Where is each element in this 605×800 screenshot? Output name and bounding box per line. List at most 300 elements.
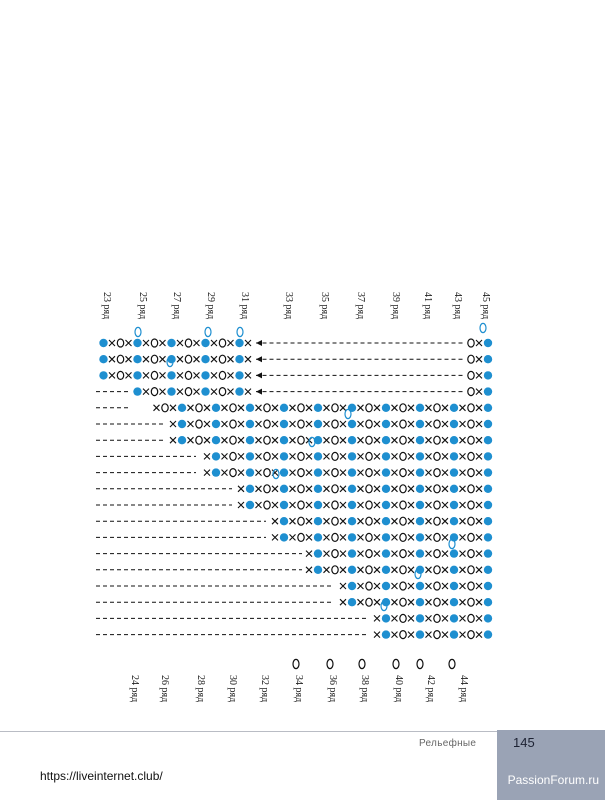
cross-stitch-icon [408,615,414,621]
cross-stitch-icon [374,534,380,540]
cross-stitch-icon [374,470,380,476]
loop-stitch-icon [298,533,304,541]
cross-stitch-icon [170,421,176,427]
cross-stitch-icon [272,502,278,508]
cross-stitch-icon [177,389,183,395]
filled-stitch-icon [382,501,390,509]
cross-stitch-icon [374,453,380,459]
loop-stitch-icon [219,371,225,379]
cross-stitch-icon [160,356,166,362]
cross-stitch-icon [290,437,296,443]
loop-stitch-icon [366,420,372,428]
cross-stitch-icon [245,389,251,395]
row-label-top: 23 ряд [101,292,112,320]
loop-stitch-icon [400,404,406,412]
cross-stitch-icon [460,599,466,605]
cross-stitch-icon [204,405,210,411]
filled-stitch-icon [416,420,424,428]
loop-stitch-icon [366,469,372,477]
cross-stitch-icon [340,567,346,573]
filled-stitch-icon [212,436,220,444]
cross-stitch-icon [211,372,217,378]
row-label-bottom: 32 ряд [259,675,270,703]
filled-stitch-icon [348,501,356,509]
cross-stitch-icon [188,421,194,427]
filled-stitch-icon [416,501,424,509]
cross-stitch-icon [188,437,194,443]
cross-stitch-icon [426,470,432,476]
arrow-head-icon [256,356,262,362]
cross-stitch-icon [374,567,380,573]
filled-stitch-icon [235,339,243,347]
filled-stitch-icon [382,549,390,557]
cross-stitch-icon [222,470,228,476]
filled-stitch-icon [348,485,356,493]
filled-stitch-icon [235,371,243,379]
cross-stitch-icon [290,421,296,427]
loop-stitch-icon [185,339,191,347]
filled-stitch-icon [280,501,288,509]
cross-stitch-icon [228,340,234,346]
loop-stitch-icon [468,339,474,347]
cross-stitch-icon [306,486,312,492]
cross-stitch-icon [238,437,244,443]
cross-stitch-icon [442,486,448,492]
filled-stitch-icon [484,485,492,493]
loop-stitch-icon [264,485,270,493]
cross-stitch-icon [204,437,210,443]
loop-stitch-icon [468,388,474,396]
filled-stitch-icon [484,468,492,476]
loop-stitch-icon [434,566,440,574]
loop-stitch-icon [434,452,440,460]
loop-stitch-icon [332,404,338,412]
cross-stitch-icon [476,632,482,638]
loop-stitch-icon [264,469,270,477]
cross-stitch-icon [408,599,414,605]
filled-stitch-icon [314,485,322,493]
cross-stitch-icon [476,502,482,508]
loop-stitch-icon [434,436,440,444]
cross-stitch-icon [426,437,432,443]
filled-stitch-icon [348,566,356,574]
filled-stitch-icon [484,355,492,363]
loop-stitch-icon [332,485,338,493]
cross-stitch-icon [290,518,296,524]
cross-stitch-icon [143,340,149,346]
cross-stitch-icon [358,470,364,476]
loop-stitch-icon [400,631,406,639]
cross-stitch-icon [358,502,364,508]
cross-stitch-icon [358,405,364,411]
loop-stitch-icon [468,566,474,574]
loop-stitch-icon [219,355,225,363]
cross-stitch-icon [426,405,432,411]
cross-stitch-icon [408,534,414,540]
cross-stitch-icon [340,551,346,557]
loop-stitch-icon [400,501,406,509]
row-label-bottom: 28 ряд [195,675,206,703]
loop-stitch-icon [196,420,202,428]
cross-stitch-icon [340,583,346,589]
loop-stitch-icon [366,436,372,444]
cross-stitch-icon [442,599,448,605]
filled-stitch-icon [212,404,220,412]
source-url[interactable]: https://liveinternet.club/ [40,769,163,783]
loop-stitch-icon [264,404,270,412]
cross-stitch-icon [460,518,466,524]
loop-stitch-icon [434,614,440,622]
cross-stitch-icon [256,405,262,411]
chain-oval-icon [480,323,486,332]
cross-stitch-icon [408,453,414,459]
row-label-bottom: 26 ряд [159,675,170,703]
cross-stitch-icon [238,486,244,492]
cross-stitch-icon [392,502,398,508]
loop-stitch-icon [468,355,474,363]
loop-stitch-icon [298,469,304,477]
filled-stitch-icon [99,355,107,363]
cross-stitch-icon [306,405,312,411]
filled-stitch-icon [348,598,356,606]
cross-stitch-icon [374,583,380,589]
cross-stitch-icon [476,340,482,346]
loop-stitch-icon [264,452,270,460]
filled-stitch-icon [484,582,492,590]
cross-stitch-icon [143,389,149,395]
cross-stitch-icon [392,470,398,476]
loop-stitch-icon [366,517,372,525]
loop-stitch-icon [185,355,191,363]
loop-stitch-icon [230,404,236,412]
loop-stitch-icon [434,598,440,606]
cross-stitch-icon [374,632,380,638]
loop-stitch-icon [434,501,440,509]
cross-stitch-icon [272,518,278,524]
cross-stitch-icon [324,518,330,524]
cross-stitch-icon [442,437,448,443]
chain-oval-icon [309,437,315,446]
cross-stitch-icon [392,551,398,557]
filled-stitch-icon [382,436,390,444]
loop-stitch-icon [298,404,304,412]
chain-oval-icon [417,659,423,668]
cross-stitch-icon [392,583,398,589]
section-title: Рельефные [419,738,477,749]
cross-stitch-icon [126,356,132,362]
filled-stitch-icon [348,549,356,557]
filled-stitch-icon [235,387,243,395]
loop-stitch-icon [400,420,406,428]
filled-stitch-icon [314,404,322,412]
cross-stitch-icon [204,453,210,459]
loop-stitch-icon [434,517,440,525]
cross-stitch-icon [177,372,183,378]
filled-stitch-icon [167,355,175,363]
cross-stitch-icon [460,437,466,443]
loop-stitch-icon [298,452,304,460]
filled-stitch-icon [348,452,356,460]
filled-stitch-icon [314,452,322,460]
loop-stitch-icon [366,485,372,493]
cross-stitch-icon [442,583,448,589]
arrow-head-icon [256,372,262,378]
loop-stitch-icon [468,598,474,606]
filled-stitch-icon [416,630,424,638]
cross-stitch-icon [392,615,398,621]
cross-stitch-icon [222,453,228,459]
cross-stitch-icon [408,470,414,476]
row-label-top: 29 ряд [205,292,216,320]
cross-stitch-icon [238,502,244,508]
row-label-top: 25 ряд [137,292,148,320]
loop-stitch-icon [468,550,474,558]
cross-stitch-icon [392,518,398,524]
cross-stitch-icon [476,453,482,459]
cross-stitch-icon [160,389,166,395]
cross-stitch-icon [392,405,398,411]
filled-stitch-icon [416,533,424,541]
cross-stitch-icon [194,389,200,395]
filled-stitch-icon [450,485,458,493]
filled-stitch-icon [246,501,254,509]
loop-stitch-icon [400,566,406,574]
cross-stitch-icon [204,470,210,476]
chain-oval-icon [293,659,299,668]
cross-stitch-icon [340,437,346,443]
filled-stitch-icon [348,517,356,525]
loop-stitch-icon [400,485,406,493]
filled-stitch-icon [416,485,424,493]
cross-stitch-icon [109,340,115,346]
filled-stitch-icon [484,436,492,444]
cross-stitch-icon [358,583,364,589]
cross-stitch-icon [476,421,482,427]
loop-stitch-icon [230,420,236,428]
cross-stitch-icon [426,518,432,524]
cross-stitch-icon [245,372,251,378]
cross-stitch-icon [358,453,364,459]
loop-stitch-icon [117,371,123,379]
cross-stitch-icon [222,405,228,411]
row-label-top: 41 ряд [422,292,433,320]
row-label-top: 39 ряд [390,292,401,320]
filled-stitch-icon [348,436,356,444]
loop-stitch-icon [366,582,372,590]
filled-stitch-icon [382,468,390,476]
loop-stitch-icon [434,582,440,590]
filled-stitch-icon [133,371,141,379]
cross-stitch-icon [272,437,278,443]
cross-stitch-icon [460,470,466,476]
loop-stitch-icon [151,355,157,363]
cross-stitch-icon [160,372,166,378]
cross-stitch-icon [228,389,234,395]
cross-stitch-icon [392,437,398,443]
cross-stitch-icon [238,405,244,411]
loop-stitch-icon [185,371,191,379]
filled-stitch-icon [484,630,492,638]
page-number: 145 [513,735,535,750]
cross-stitch-icon [442,632,448,638]
filled-stitch-icon [201,371,209,379]
filled-stitch-icon [484,566,492,574]
row-label-top: 35 ряд [319,292,330,320]
cross-stitch-icon [460,534,466,540]
cross-stitch-icon [170,405,176,411]
filled-stitch-icon [416,468,424,476]
filled-stitch-icon [416,598,424,606]
cross-stitch-icon [392,421,398,427]
filled-stitch-icon [212,452,220,460]
cross-stitch-icon [426,615,432,621]
filled-stitch-icon [450,436,458,444]
cross-stitch-icon [194,340,200,346]
cross-stitch-icon [222,421,228,427]
cross-stitch-icon [426,551,432,557]
filled-stitch-icon [246,485,254,493]
filled-stitch-icon [280,452,288,460]
cross-stitch-icon [306,534,312,540]
cross-stitch-icon [476,518,482,524]
filled-stitch-icon [382,566,390,574]
cross-stitch-icon [194,356,200,362]
loop-stitch-icon [264,501,270,509]
cross-stitch-icon [290,453,296,459]
cross-stitch-icon [442,615,448,621]
filled-stitch-icon [246,404,254,412]
cross-stitch-icon [442,502,448,508]
filled-stitch-icon [382,404,390,412]
filled-stitch-icon [450,549,458,557]
loop-stitch-icon [434,485,440,493]
filled-stitch-icon [314,533,322,541]
cross-stitch-icon [272,534,278,540]
filled-stitch-icon [178,436,186,444]
cross-stitch-icon [476,567,482,573]
cross-stitch-icon [358,534,364,540]
cross-stitch-icon [256,453,262,459]
cross-stitch-icon [476,583,482,589]
filled-stitch-icon [484,387,492,395]
cross-stitch-icon [476,486,482,492]
filled-stitch-icon [212,468,220,476]
cross-stitch-icon [408,405,414,411]
loop-stitch-icon [298,501,304,509]
cross-stitch-icon [426,502,432,508]
filled-stitch-icon [450,517,458,525]
loop-stitch-icon [434,631,440,639]
filled-stitch-icon [314,468,322,476]
cross-stitch-icon [324,405,330,411]
loop-stitch-icon [196,404,202,412]
row-label-top: 31 ряд [239,292,250,320]
loop-stitch-icon [468,436,474,444]
cross-stitch-icon [426,534,432,540]
loop-stitch-icon [332,550,338,558]
loop-stitch-icon [434,550,440,558]
cross-stitch-icon [340,486,346,492]
filled-stitch-icon [484,339,492,347]
cross-stitch-icon [460,405,466,411]
loop-stitch-icon [434,469,440,477]
row-label-top: 37 ряд [355,292,366,320]
loop-stitch-icon [185,388,191,396]
loop-stitch-icon [468,469,474,477]
cross-stitch-icon [245,340,251,346]
cross-stitch-icon [476,534,482,540]
loop-stitch-icon [400,598,406,606]
filled-stitch-icon [382,452,390,460]
filled-stitch-icon [348,582,356,590]
cross-stitch-icon [408,518,414,524]
cross-stitch-icon [340,502,346,508]
loop-stitch-icon [332,436,338,444]
filled-stitch-icon [484,549,492,557]
filled-stitch-icon [484,452,492,460]
cross-stitch-icon [460,615,466,621]
chain-oval-icon [449,659,455,668]
filled-stitch-icon [178,404,186,412]
loop-stitch-icon [230,452,236,460]
filled-stitch-icon [382,533,390,541]
cross-stitch-icon [426,599,432,605]
filled-stitch-icon [450,404,458,412]
filled-stitch-icon [484,501,492,509]
filled-stitch-icon [99,371,107,379]
cross-stitch-icon [374,486,380,492]
filled-stitch-icon [450,582,458,590]
cross-stitch-icon [256,470,262,476]
footer-rule [0,731,497,732]
row-label-bottom: 30 ряд [227,675,238,703]
cross-stitch-icon [324,567,330,573]
filled-stitch-icon [450,452,458,460]
cross-stitch-icon [109,372,115,378]
cross-stitch-icon [426,453,432,459]
cross-stitch-icon [154,405,160,411]
loop-stitch-icon [151,371,157,379]
cross-stitch-icon [222,437,228,443]
filled-stitch-icon [450,630,458,638]
loop-stitch-icon [162,404,168,412]
cross-stitch-icon [238,470,244,476]
loop-stitch-icon [298,517,304,525]
filled-stitch-icon [314,549,322,557]
cross-stitch-icon [340,470,346,476]
filled-stitch-icon [133,387,141,395]
cross-stitch-icon [358,486,364,492]
filled-stitch-icon [382,485,390,493]
cross-stitch-icon [340,405,346,411]
cross-stitch-icon [358,518,364,524]
loop-stitch-icon [332,501,338,509]
filled-stitch-icon [201,355,209,363]
filled-stitch-icon [382,614,390,622]
filled-stitch-icon [167,371,175,379]
cross-stitch-icon [306,551,312,557]
filled-stitch-icon [416,614,424,622]
cross-stitch-icon [177,340,183,346]
cross-stitch-icon [211,340,217,346]
loop-stitch-icon [298,485,304,493]
loop-stitch-icon [366,566,372,574]
filled-stitch-icon [314,501,322,509]
filled-stitch-icon [246,420,254,428]
row-label-bottom: 42 ряд [425,675,436,703]
cross-stitch-icon [256,421,262,427]
cross-stitch-icon [392,453,398,459]
